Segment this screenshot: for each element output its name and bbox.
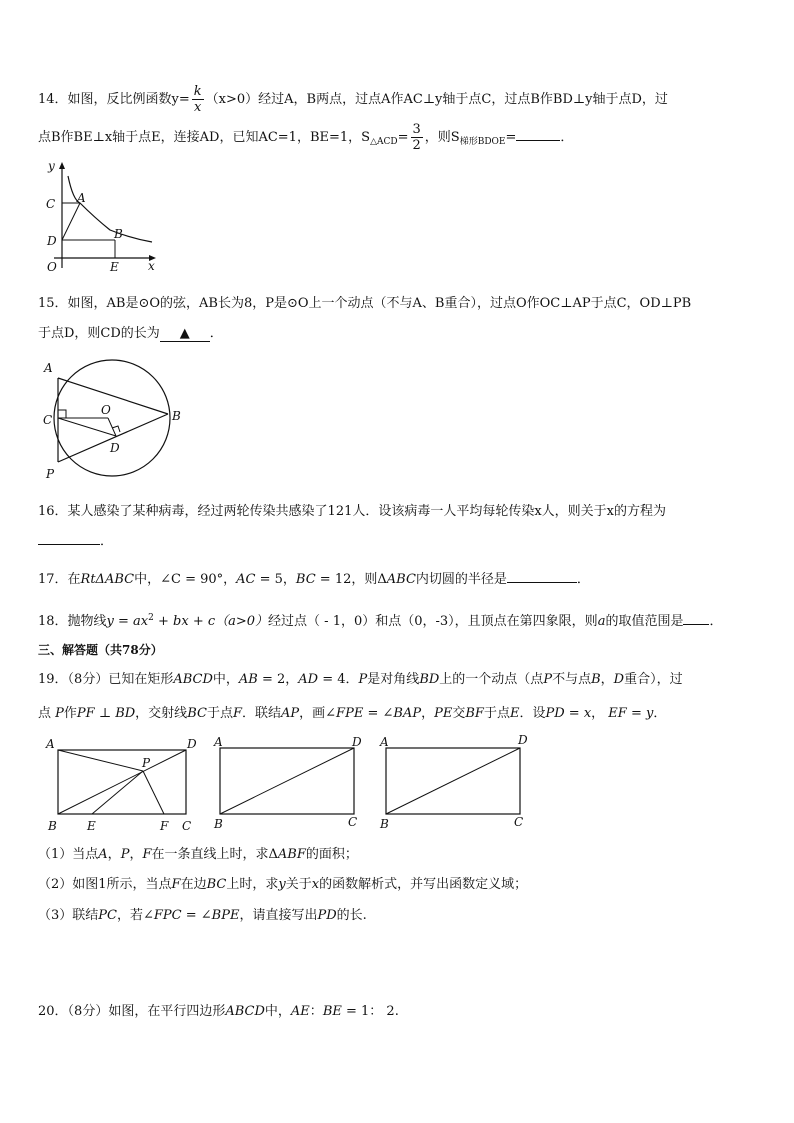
q14-figure [40, 158, 160, 278]
text-run: AE [290, 1004, 310, 1019]
text-run: x [583, 706, 592, 721]
q17-answer-blank[interactable] [507, 582, 577, 583]
q15-figure [34, 358, 184, 484]
text-run: PD [317, 908, 337, 923]
q15-label-C: C [43, 413, 53, 427]
text-run: y [278, 877, 286, 892]
q14-label-x: x [148, 259, 155, 273]
q19-t15: ， [600, 672, 614, 687]
section-heading: 三、解答题（共78分） [38, 643, 163, 657]
q15-label-P: P [46, 467, 55, 481]
q14-label-B: B [114, 227, 123, 241]
fig3-label-D: D [518, 734, 528, 747]
q19-subquestion-2 [38, 873, 527, 892]
q14-line1 [38, 84, 668, 115]
text-run: 在一条直线上时，求Δ [151, 847, 278, 862]
text-run: ． [653, 706, 667, 721]
q17-t-b: RtΔABC [80, 572, 135, 587]
text-run: 20．（8分）如图，在平行四边形 [38, 1004, 226, 1019]
q20-line [38, 1000, 399, 1019]
q19-t9: 是对角线 [367, 672, 420, 687]
text-run: 在边 [180, 877, 207, 892]
q19-figure-2 [212, 734, 372, 832]
text-run: P [55, 706, 64, 721]
text-run: ，请直接写出 [239, 908, 318, 923]
q19-line2 [38, 702, 666, 721]
text-run: PC [98, 908, 117, 923]
text-run: F [171, 877, 181, 892]
text-run: （1）当点 [38, 847, 99, 862]
text-run: = [626, 706, 646, 721]
q14-sub-trap: 梯形BDOE [459, 137, 506, 147]
text-run: ， [129, 847, 143, 862]
text-run: ， [591, 706, 609, 721]
q17-t-d: ∠C = 90°， [160, 572, 237, 587]
fig1-label-D: D [187, 737, 197, 751]
text-run: PF [76, 706, 95, 721]
q14-text-5: = [505, 130, 517, 145]
q19-t3: 中， [212, 672, 239, 687]
q19-figure-1 [44, 736, 204, 834]
q17-t-g: BC [295, 572, 316, 587]
q17-t-a: 17．在 [38, 572, 81, 587]
q14-fraction-3-2 [411, 122, 423, 153]
q19-t1: 19．（8分）已知在矩形 [38, 672, 174, 687]
q19-t7: = 4． [318, 672, 359, 687]
q19-t13: 不与点 [552, 672, 592, 687]
q14-label-A: A [77, 191, 86, 205]
q15-line1: 15．如图，AB是⊙O的弦，AB长为8，P是⊙O上一个动点（不与A、B重合），过点O作OC⊥AP于点C，OD⊥PB [38, 296, 692, 311]
fig3-label-B: B [380, 817, 389, 831]
q14-answer-blank[interactable] [516, 140, 560, 141]
text-run: ： [309, 1004, 323, 1019]
fig1-label-P: P [142, 756, 151, 770]
text-run: = ∠ [363, 706, 394, 721]
q18-t-f: 的取值范围是 [605, 614, 684, 629]
text-run: （2）如图1所示，当点 [38, 877, 172, 892]
q18-t-b: y = ax [106, 614, 149, 629]
text-run: BPE [211, 908, 240, 923]
text-run: A [98, 847, 108, 862]
q14-end: ． [560, 130, 574, 145]
q19-line1 [38, 668, 683, 687]
q18-t-c: + bx + c（a>0） [153, 614, 269, 629]
text-run: ABF [277, 847, 306, 862]
text-run: BD [115, 706, 136, 721]
q17-t-j: 内切圆的半径是 [415, 572, 507, 587]
q14-area-den: 2 [412, 138, 421, 153]
text-run: FPC [153, 908, 182, 923]
q16-line1: 16．某人感染了某种病毒，经过两轮传染共感染了121人．设该病毒一人平均每轮传染x人，则关于x的方程为 [38, 504, 667, 519]
text-run: EF [608, 706, 627, 721]
q15-line2 [38, 322, 223, 342]
q14-label-C: C [46, 197, 56, 211]
q17-t-i: ABC [386, 572, 416, 587]
fig1-label-A: A [46, 737, 55, 751]
text-run: BC [187, 706, 207, 721]
text-run: 点 [38, 706, 56, 721]
text-run: ，若∠ [116, 908, 154, 923]
q14-frac-num: k [193, 84, 202, 99]
q17-line [38, 568, 590, 587]
text-run: ，交射线 [135, 706, 188, 721]
fig1-label-B: B [48, 819, 57, 833]
text-run: 的函数解析式，并写出函数定义域； [319, 877, 528, 892]
q14-text-4: ，则S [424, 130, 460, 145]
fig1-label-F: F [160, 819, 169, 833]
q15-label-A: A [44, 361, 53, 375]
text-run: F [142, 847, 152, 862]
q16-line2 [38, 530, 113, 549]
q14-eq: = [397, 130, 409, 145]
q14-label-y: y [48, 159, 55, 173]
text-run: 的面积； [305, 847, 358, 862]
q19-t4: AB [238, 672, 258, 687]
q17-t-f: = 5， [255, 572, 296, 587]
text-run: ， [107, 847, 121, 862]
text-run: ABCD [225, 1004, 265, 1019]
text-run: BC [206, 877, 227, 892]
fig2-label-A: A [214, 735, 223, 749]
fig1-label-E: E [87, 819, 96, 833]
q18-t-e: a [597, 614, 606, 629]
text-run: 的长. [336, 908, 367, 923]
fig2-label-C: C [348, 815, 358, 829]
text-run: ， [421, 706, 435, 721]
q14-label-D: D [47, 234, 57, 248]
text-run: E [509, 706, 520, 721]
text-run: BE [322, 1004, 342, 1019]
text-run: AP [281, 706, 300, 721]
q19-t11: 上的一个动点（点 [439, 672, 544, 687]
q16-end: ． [100, 534, 114, 549]
q18-answer-blank[interactable] [683, 624, 709, 625]
q19-t10: BD [419, 672, 440, 687]
text-run: F [232, 706, 242, 721]
q19-figure-3 [376, 734, 536, 832]
text-run: = 1： 2. [341, 1004, 399, 1019]
q19-t14: B [591, 672, 601, 687]
q15-end: ． [209, 326, 223, 341]
text-run: = [564, 706, 584, 721]
text-run: （3）联结 [38, 908, 99, 923]
q14-text-2: （x>0）经过A，B两点，过点A作AC⊥y轴于点C，过点B作BD⊥y轴于点D，过 [205, 92, 668, 107]
q19-t16: D [613, 672, 625, 687]
q18-t-a: 18．抛物线 [38, 614, 107, 629]
fig3-label-C: C [514, 815, 524, 829]
q19-subquestion-3 [38, 904, 367, 923]
text-run: ⊥ [94, 706, 116, 721]
q18-t-d: 经过点（ - 1，0）和点（0，-3），且顶点在第四象限，则 [268, 614, 598, 629]
fig1-label-C: C [182, 819, 192, 833]
q18-t-sup: 2 [148, 613, 154, 623]
text-run: FPE [336, 706, 364, 721]
q17-t-c: 中， [134, 572, 161, 587]
text-run: 交 [452, 706, 466, 721]
text-run: 关于 [285, 877, 312, 892]
q14-label-E: E [110, 260, 119, 274]
q19-t12: P [543, 672, 553, 687]
text-run: 于点 [483, 706, 510, 721]
text-run: ．联结 [241, 706, 281, 721]
q19-t8: P [358, 672, 368, 687]
q19-t5: = 2， [257, 672, 299, 687]
q14-text-1: 14．如图，反比例函数y= [38, 92, 190, 107]
q15-label-D: D [110, 441, 120, 455]
text-run: x [311, 877, 320, 892]
text-run: 作 [63, 706, 77, 721]
q19-t2: ABCD [173, 672, 213, 687]
text-run: 上时，求 [226, 877, 279, 892]
q14-sub-acd: △ACD [370, 137, 398, 147]
q15-answer-blank[interactable]: ▲ [160, 326, 210, 342]
q15-label-B: B [172, 409, 181, 423]
q14-label-O: O [47, 260, 57, 274]
text-run: ，画∠ [299, 706, 337, 721]
q18-t-g: ． [709, 614, 723, 629]
q14-fraction-k-x [192, 84, 204, 115]
text-run: BAP [393, 706, 422, 721]
q19-t17: 重合），过 [624, 672, 683, 687]
q14-line2 [38, 122, 573, 153]
q17-t-e: AC [236, 572, 256, 587]
text-run: PD [545, 706, 565, 721]
text-run: PE [434, 706, 453, 721]
fig2-label-D: D [352, 735, 362, 749]
text-run: BF [465, 706, 484, 721]
q15-text: 于点D，则CD的长为 [38, 326, 160, 341]
q19-t6: AD [298, 672, 319, 687]
q19-subquestion-1 [38, 843, 358, 862]
q14-text-3: 点B作BE⊥x轴于点E，连接AD，已知AC=1，BE=1，S [38, 130, 371, 145]
text-run: 于点 [206, 706, 233, 721]
q14-area-num: 3 [412, 122, 421, 137]
q17-t-h: = 12，则Δ [315, 572, 387, 587]
q18-line [38, 610, 722, 629]
fig3-label-A: A [380, 735, 389, 749]
text-run: ．设 [519, 706, 546, 721]
q17-t-k: ． [576, 572, 590, 587]
text-run: = ∠ [181, 908, 212, 923]
text-run: P [120, 847, 130, 862]
q14-frac-den: x [194, 100, 202, 115]
text-run: y [645, 706, 654, 721]
text-run: 中， [264, 1004, 291, 1019]
q16-answer-blank[interactable] [38, 544, 100, 545]
fig2-label-B: B [214, 817, 223, 831]
q15-label-O: O [101, 403, 111, 417]
